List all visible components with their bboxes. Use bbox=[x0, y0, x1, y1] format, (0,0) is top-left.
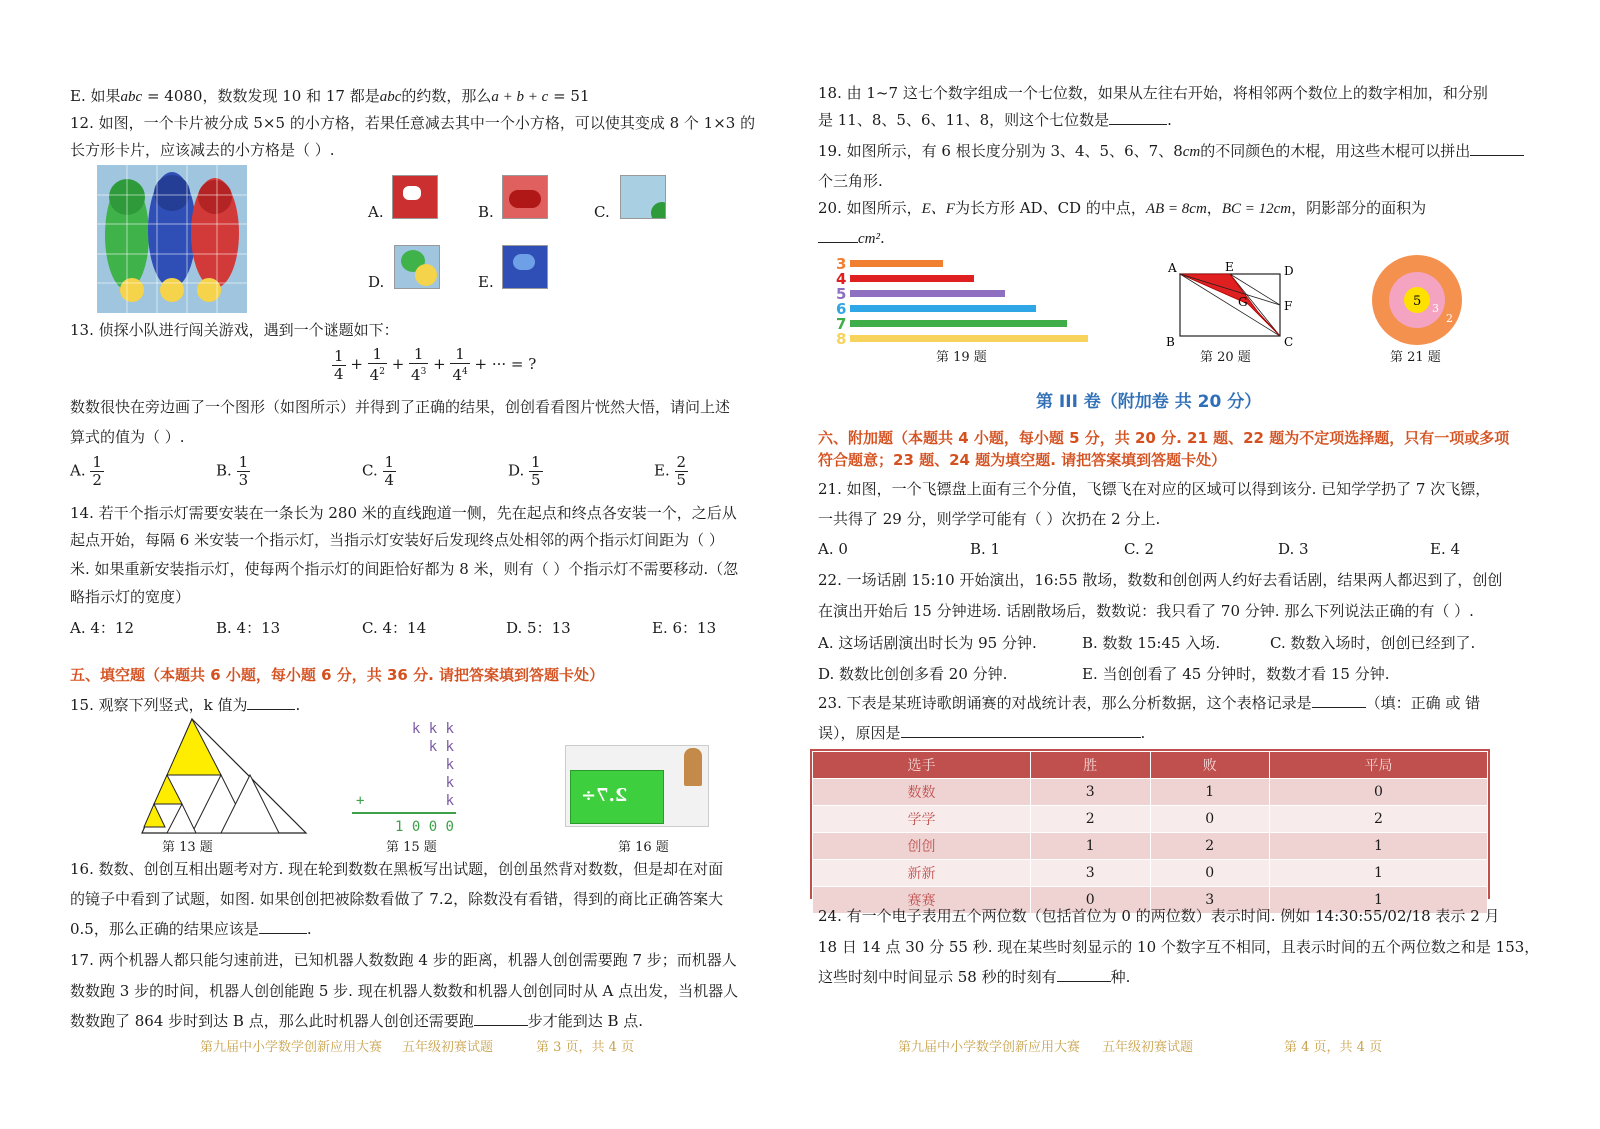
q21-line2: 一共得了 29 分，则学学可能有（ ）次扔在 2 分上. bbox=[818, 510, 1161, 528]
fig20-label-c: C bbox=[1284, 335, 1294, 349]
table-row bbox=[813, 779, 1488, 806]
stats-table bbox=[812, 751, 1488, 914]
q21-option-a[interactable]: A. 0 bbox=[818, 540, 848, 558]
q12-option-b-tile[interactable] bbox=[502, 175, 548, 219]
col-header-win: 胜 bbox=[1030, 752, 1150, 779]
table-row bbox=[813, 833, 1488, 860]
q12-line2: 长方形卡片，应该减去的小方格是（ ）. bbox=[70, 141, 335, 159]
fig20-label-a: A bbox=[1168, 261, 1177, 275]
q22-option-a[interactable]: A. 这场话剧演出时长为 95 分钟. bbox=[818, 634, 1037, 652]
fig19-stick bbox=[850, 275, 974, 282]
cell-loss: 0 bbox=[1150, 806, 1270, 833]
q13-option-e[interactable]: E. $\frac{2}{5}$ bbox=[654, 453, 687, 489]
section-6-heading-line2: 符合题意；23 题、24 题为填空题. 请把答案填到答题卡处） bbox=[818, 451, 1227, 469]
q12-option-e-tile[interactable] bbox=[502, 245, 548, 289]
cell-draw: 0 bbox=[1270, 779, 1488, 806]
cell-draw: 1 bbox=[1270, 860, 1488, 887]
q14-option-b[interactable]: B. 4：13 bbox=[216, 619, 281, 637]
q11-option-e: E. 如果abc = 4080，数数发现 10 和 17 都是abc的约数，那么a + b + c = 51 bbox=[70, 87, 590, 105]
q14-line4: 略指示灯的宽度） bbox=[70, 588, 191, 606]
q16-line3: 0.5，那么正确的结果应该是 . bbox=[70, 920, 312, 938]
q22-option-e[interactable]: E. 当创创看了 45 分钟时，数数才看 15 分钟. bbox=[1082, 665, 1390, 683]
q24-line2: 18 日 14 点 30 分 55 秒. 现在某些时刻显示的 10 个数字互不相同，且表示时间的五个两位数之和是 153， bbox=[818, 938, 1540, 956]
fig19-stick-label: 5 bbox=[836, 285, 847, 303]
q21-line1: 21. 如图，一个飞镖盘上面有三个分值，飞镖飞在对应的区域可以得到该分. 已知学学扔了 7 次飞镖， bbox=[818, 480, 1491, 498]
q19-line2: 个三角形. bbox=[818, 172, 883, 190]
fig19-stick bbox=[850, 335, 1088, 342]
q14-line3: 米. 如果重新安装指示灯，使每两个指示灯的间距恰好都为 8 米，则有（ ）个指示灯不需要移动.（忽 bbox=[70, 560, 739, 578]
cell-player: 新新 bbox=[813, 860, 1031, 887]
left-footer-page: 第 3 页，共 4 页 bbox=[536, 1040, 635, 1055]
cell-win: 2 bbox=[1030, 806, 1150, 833]
q20-line1: 20. 如图所示，E、F为长方形 AD、CD 的中点，AB = 8cm，BC = 12cm，阴影部分的面积为 bbox=[818, 199, 1427, 217]
fig20-label-d: D bbox=[1284, 264, 1294, 278]
fig21-caption: 第 21 题 bbox=[1390, 350, 1441, 365]
q24-line3: 这些时刻中时间显示 58 秒的时刻有 种. bbox=[818, 968, 1131, 986]
fig20-label-f: F bbox=[1284, 299, 1293, 313]
q22-option-c[interactable]: C. 数数入场时，创创已经到了. bbox=[1270, 634, 1476, 652]
fig16-mirror-board bbox=[565, 745, 709, 827]
q13-option-c[interactable]: C. $\frac{1}{4}$ bbox=[362, 453, 395, 489]
fig20-label-e: E bbox=[1225, 260, 1234, 274]
fig20-label-b: B bbox=[1166, 335, 1175, 349]
fig21-score-5: 5 bbox=[1413, 294, 1422, 309]
fig16-caption: 第 16 题 bbox=[618, 840, 669, 855]
left-page bbox=[70, 0, 780, 1129]
cell-player: 赛赛 bbox=[813, 887, 1031, 914]
q12-option-c-label: C. bbox=[594, 203, 610, 221]
q12-option-c-tile[interactable] bbox=[620, 175, 666, 219]
q17-line1: 17. 两个机器人都只能匀速前进，已知机器人数数跑 4 步的距离，机器人创创需要跑 7 步；而机器人 bbox=[70, 951, 737, 969]
q22-option-d[interactable]: D. 数数比创创多看 20 分钟. bbox=[818, 665, 1008, 683]
q12-line1: 12. 如图，一个卡片被分成 5×5 的小方格，若果任意减去其中一个小方格，可以使其变成 8 个 1×3 的 bbox=[70, 114, 756, 132]
fig21-score-3: 3 bbox=[1432, 302, 1439, 315]
q12-option-b-label: B. bbox=[478, 203, 494, 221]
q13-line2: 数数很快在旁边画了一个图形（如图所示）并得到了正确的结果，创创看看图片恍然大悟，请问上述 bbox=[70, 398, 731, 416]
q12-option-e-label: E. bbox=[478, 273, 494, 291]
q22-line1: 22. 一场话剧 15:10 开始演出，16:55 散场，数数和创创两人约好去看话剧，结果两人都迟到了，创创 bbox=[818, 571, 1503, 589]
q13-option-b[interactable]: B. $\frac{1}{3}$ bbox=[216, 453, 249, 489]
q14-option-d[interactable]: D. 5：13 bbox=[506, 619, 571, 637]
cell-loss: 1 bbox=[1150, 779, 1270, 806]
fig19-stick-label: 8 bbox=[836, 330, 847, 347]
q13-option-a[interactable]: A. $\frac{1}{2}$ bbox=[70, 453, 102, 489]
left-footer-contest: 第九届中小学数学创新应用大赛 bbox=[200, 1040, 383, 1055]
q21-option-c[interactable]: C. 2 bbox=[1124, 540, 1155, 558]
cell-loss: 0 bbox=[1150, 860, 1270, 887]
fig19-stick bbox=[850, 305, 1036, 312]
q13-option-d[interactable]: D. $\frac{1}{5}$ bbox=[508, 453, 541, 489]
fig20-caption: 第 20 题 bbox=[1200, 350, 1251, 365]
q18-line1: 18. 由 1~7 这七个数字组成一个七位数，如果从左往右开始，将相邻两个数位上的数字相加，和分别 bbox=[818, 84, 1488, 102]
q12-option-d-tile[interactable] bbox=[394, 245, 440, 289]
fig16-board-text: 2.7÷ bbox=[581, 785, 628, 806]
q12-option-d-label: D. bbox=[368, 273, 385, 291]
fig15-caption: 第 15 题 bbox=[386, 840, 437, 855]
col-header-loss: 败 bbox=[1150, 752, 1270, 779]
right-page bbox=[818, 0, 1540, 1129]
q12-card-figure bbox=[97, 165, 247, 313]
q14-line1: 14. 若干个指示灯需要安装在一条长为 280 米的直线跑道一侧，先在起点和终点各安装一个，之后从 bbox=[70, 504, 737, 522]
table-row bbox=[813, 806, 1488, 833]
q23-line2: 误），原因是 . bbox=[818, 724, 1146, 742]
cell-win: 0 bbox=[1030, 887, 1150, 914]
fig13-caption: 第 13 题 bbox=[162, 840, 213, 855]
section-6-heading-line1: 六、附加题（本题共 4 小题，每小题 5 分，共 20 分. 21 题、22 题为不定项选择题，只有一项或多项 bbox=[818, 429, 1510, 447]
right-footer-contest: 第九届中小学数学创新应用大赛 bbox=[898, 1040, 1081, 1055]
fig13-triangle-figure bbox=[132, 717, 312, 837]
q21-option-e[interactable]: E. 4 bbox=[1430, 540, 1461, 558]
q23-line1: 23. 下表是某班诗歌朗诵赛的对战统计表，那么分析数据，这个表格记录是 （填：正确 或 错 bbox=[818, 694, 1481, 712]
fig19-sticks-figure bbox=[836, 253, 1088, 347]
q12-option-a-tile[interactable] bbox=[392, 175, 438, 219]
table-row bbox=[813, 860, 1488, 887]
fig19-stick bbox=[850, 320, 1067, 327]
q20-line2: cm². bbox=[818, 228, 885, 249]
fig21-score-2: 2 bbox=[1446, 312, 1453, 325]
stats-table-header-row bbox=[813, 752, 1488, 779]
col-header-player: 选手 bbox=[813, 752, 1031, 779]
cell-draw: 1 bbox=[1270, 833, 1488, 860]
q16-line1: 16. 数数、创创互相出题考对方. 现在轮到数数在黑板写出试题，创创虽然背对数数，但是却在对面 bbox=[70, 860, 724, 878]
cell-win: 3 bbox=[1030, 779, 1150, 806]
q24-line1: 24. 有一个电子表用五个两位数（包括首位为 0 的两位数）表示时间. 例如 14:30:55/02/18 表示 2 月 bbox=[818, 907, 1500, 925]
section-5-heading: 五、填空题（本题共 6 小题，每小题 6 分，共 36 分. 请把答案填到答题卡处） bbox=[70, 666, 605, 684]
fig19-stick-label: 6 bbox=[836, 300, 847, 318]
cell-player: 学学 bbox=[813, 806, 1031, 833]
cell-win: 3 bbox=[1030, 860, 1150, 887]
col-header-draw: 平局 bbox=[1270, 752, 1488, 779]
q12-option-a-label: A. bbox=[368, 203, 384, 221]
q18-line2: 是 11、8、5、6、11、8，则这个七位数是 . bbox=[818, 111, 1172, 129]
fig19-stick-label: 7 bbox=[836, 315, 847, 333]
fig20-label-g: G bbox=[1238, 295, 1248, 309]
q21-option-b[interactable]: B. 1 bbox=[970, 540, 1001, 558]
q14-option-a[interactable]: A. 4：12 bbox=[70, 619, 134, 637]
fig19-stick-label: 4 bbox=[836, 270, 847, 288]
fig19-stick bbox=[850, 260, 943, 267]
q13-line3: 算式的值为（ ）. bbox=[70, 428, 185, 446]
cell-draw: 2 bbox=[1270, 806, 1488, 833]
fig15-vertical-addition: k k k k k k k k + 1 0 0 0 bbox=[352, 720, 464, 836]
q19-line1: 19. 如图所示，有 6 根长度分别为 3、4、5、6、7、8cm的不同颜色的木棍，用这些木棍可以拼出 bbox=[818, 141, 1524, 162]
q15-text: 15. 观察下列竖式，k 值为 . bbox=[70, 696, 301, 714]
left-footer-grade: 五年级初赛试题 bbox=[402, 1040, 494, 1055]
fig19-caption: 第 19 题 bbox=[936, 350, 987, 365]
cell-player: 创创 bbox=[813, 833, 1031, 860]
q13-formula: $\frac{1}{4}$ + $\frac{1}{4^2}$ + $\frac{1}{4^3}$ + $\frac{1}{4^4}$ + ··· = ? bbox=[334, 345, 537, 384]
part3-heading: 第 III 卷（附加卷 共 20 分） bbox=[1036, 392, 1262, 412]
q14-option-c[interactable]: C. 4：14 bbox=[362, 619, 427, 637]
q22-line2: 在演出开始后 15 分钟进场. 话剧散场后，数数说：我只看了 70 分钟. 那么下列说法正确的有（ ）. bbox=[818, 602, 1474, 620]
q16-line2: 的镜子中看到了试题，如图. 如果创创把被除数看做了 7.2，除数没有看错，得到的商比正确答案大 bbox=[70, 890, 724, 908]
cell-player: 数数 bbox=[813, 779, 1031, 806]
right-footer-grade: 五年级初赛试题 bbox=[1102, 1040, 1194, 1055]
q13-line1: 13. 侦探小队进行闯关游戏，遇到一个谜题如下： bbox=[70, 321, 399, 339]
cell-draw: 1 bbox=[1270, 887, 1488, 914]
q17-line3: 数数跑了 864 步时到达 B 点，那么此时机器人创创还需要跑 步才能到达 B 点. bbox=[70, 1012, 644, 1030]
q22-option-b[interactable]: B. 数数 15:45 入场. bbox=[1082, 634, 1221, 652]
cell-loss: 3 bbox=[1150, 887, 1270, 914]
q17-line2: 数数跑 3 步的时间，机器人创创能跑 5 步. 现在机器人数数和机器人创创同时从 A 点出发，当机器人 bbox=[70, 982, 739, 1000]
q21-option-d[interactable]: D. 3 bbox=[1278, 540, 1309, 558]
fig21-dartboard-figure bbox=[1370, 254, 1466, 346]
fig19-stick-label: 3 bbox=[836, 255, 847, 273]
q14-line2: 起点开始，每隔 6 米安装一个指示灯，当指示灯安装好后发现终点处相邻的两个指示灯间距为（ ） bbox=[70, 531, 724, 549]
q14-option-e[interactable]: E. 6：13 bbox=[652, 619, 717, 637]
right-footer-page: 第 4 页，共 4 页 bbox=[1284, 1040, 1383, 1055]
cell-loss: 2 bbox=[1150, 833, 1270, 860]
fig20-rectangle-figure bbox=[1158, 260, 1308, 350]
fig19-stick bbox=[850, 290, 1005, 297]
cell-win: 1 bbox=[1030, 833, 1150, 860]
